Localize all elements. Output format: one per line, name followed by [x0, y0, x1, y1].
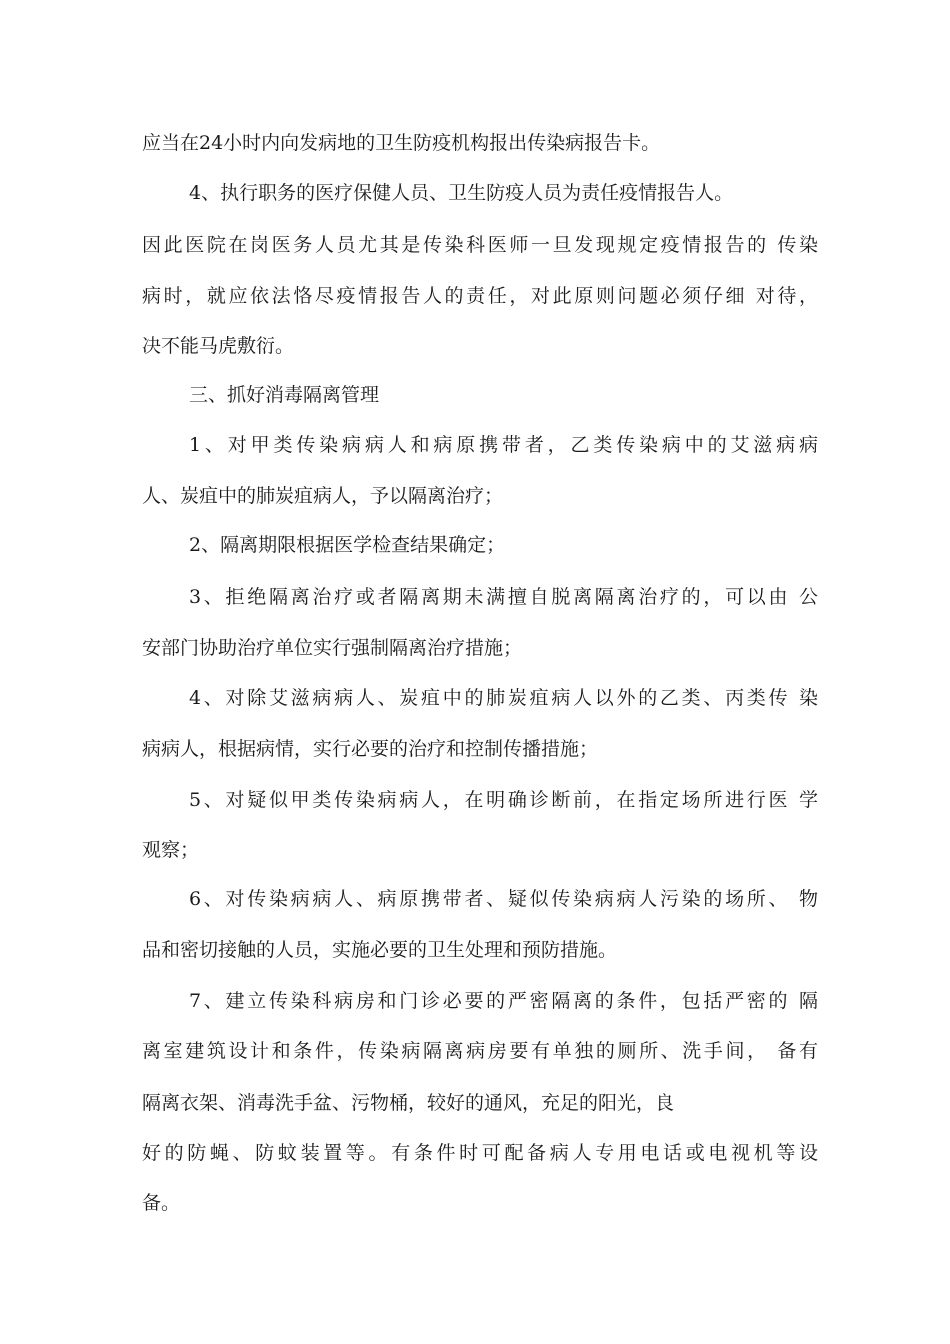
text-line: 观察；: [142, 839, 200, 861]
text-line: 品和密切接触的人员，实施必要的卫生处理和预防措施。: [142, 939, 618, 961]
text-line: 安部门协助治疗单位实行强制隔离治疗措施；: [142, 637, 523, 659]
text-line: 备。: [142, 1192, 181, 1214]
text-line: 隔离衣架、消毒洗手盆、污物桶，较好的通风，充足的阳光，良: [142, 1092, 675, 1114]
text-line: 3、拒绝隔离治疗或者隔离期未满擅自脱离隔离治疗的，可以由 公: [189, 586, 818, 608]
text-line: 1、对甲类传染病病人和病原携带者，乙类传染病中的艾滋病病: [189, 434, 818, 456]
text-line: 因此医院在岗医务人员尤其是传染科医师一旦发现规定疫情报告的 传染: [142, 234, 818, 256]
text-line: 好的防蝇、防蚊装置等。有条件时可配备病人专用电话或电视机等设: [142, 1142, 818, 1164]
text-line: 6、对传染病病人、病原携带者、疑似传染病病人污染的场所、 物: [189, 888, 818, 910]
text-line: 决不能马虎敷衍。: [142, 335, 295, 357]
text-line: 4、执行职务的医疗保健人员、卫生防疫人员为责任疫情报告人。: [189, 182, 734, 204]
text-line: 应当在24小时内向发病地的卫生防疫机构报出传染病报告卡。: [142, 132, 661, 154]
section-heading: 三、抓好消毒隔离管理: [189, 384, 380, 406]
text-line: 7、建立传染科病房和门诊必要的严密隔离的条件，包括严密的 隔: [189, 990, 818, 1012]
text-line: 2、隔离期限根据医学检查结果确定；: [189, 534, 506, 556]
text-line: 病时，就应依法恪尽疫情报告人的责任，对此原则问题必须仔细 对待，: [142, 285, 818, 307]
text-line: 人、炭疽中的肺炭疽病人，予以隔离治疗；: [142, 485, 504, 507]
text-line: 5、对疑似甲类传染病病人，在明确诊断前，在指定场所进行医 学: [189, 789, 818, 811]
text-line: 离室建筑设计和条件，传染病隔离病房要有单独的厕所、洗手间， 备有: [142, 1040, 818, 1062]
text-line: 病病人，根据病情，实行必要的治疗和控制传播措施；: [142, 738, 599, 760]
text-line: 4、对除艾滋病病人、炭疽中的肺炭疽病人以外的乙类、丙类传 染: [189, 687, 818, 709]
